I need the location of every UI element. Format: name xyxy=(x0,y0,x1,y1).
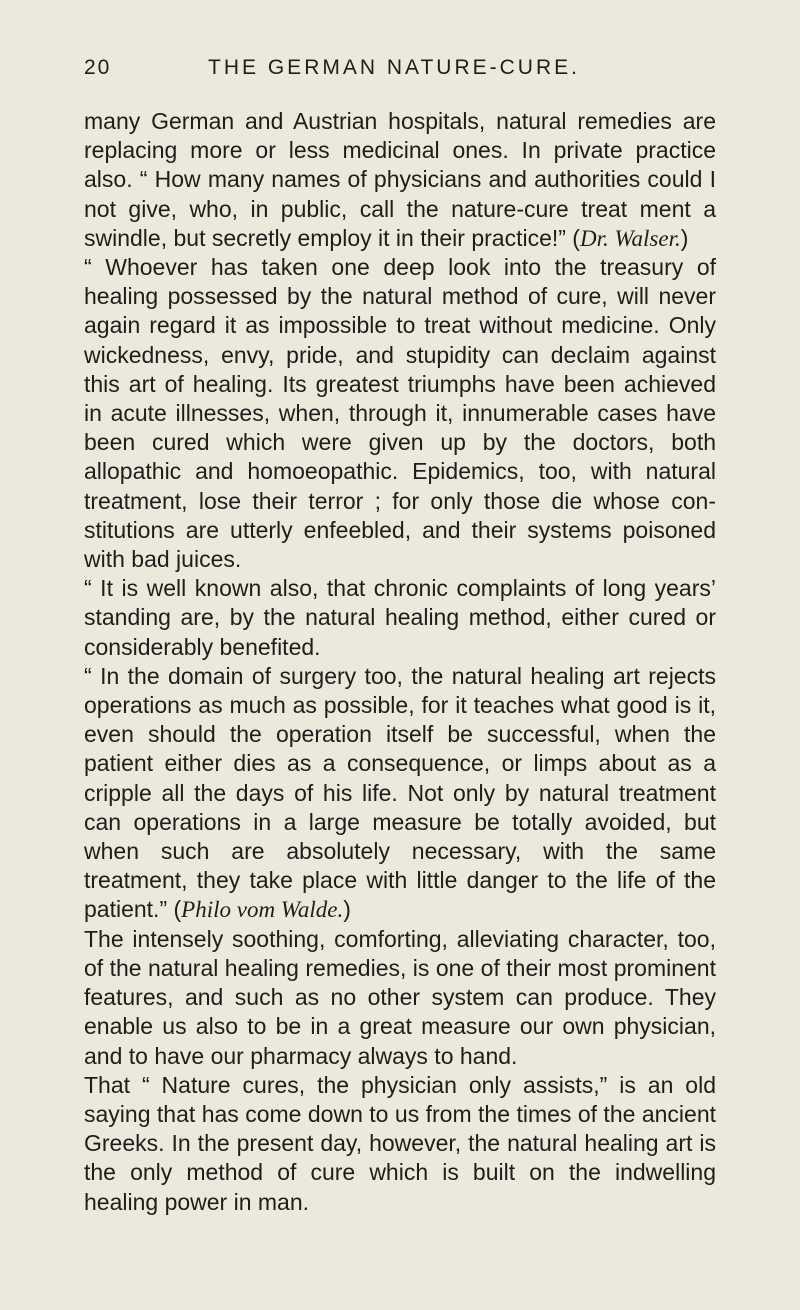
paragraph-close: ) xyxy=(343,896,351,923)
citation: Dr. Walser. xyxy=(579,225,681,251)
paragraph-text: That “ Nature cures, the physician only assists,” is an old saying that has come down to us from the times of the ancient Greeks. In the present day, however, the natural healing art is the only method of cure which is built on the indwelling healing power in man. xyxy=(84,1071,716,1215)
paragraph xyxy=(84,1071,716,1217)
paragraph-text: The intensely soothing, comforting, alleviating character, too, of the natural healing remedies, is one of their most prominent features, and such as no other system can produce. They enable us also to be in a great measure our own physician, and to have our pharmacy always to hand. xyxy=(84,925,716,1069)
paragraph xyxy=(84,107,716,253)
paragraph-text: “ It is well known also, that chronic complaints of long years’ standing are, by the natural healing method, either cured or considerably benefited. xyxy=(84,575,716,660)
page-number: 20 xyxy=(84,56,112,79)
paragraph xyxy=(84,662,716,925)
running-title: THE GERMAN NATURE-CURE. xyxy=(208,56,580,79)
paragraph-text: many German and Austrian hospitals, natural remedies are replacing more or less medicinal ones. In private practice also. “ How many names of physicians and authorities could I not give, who, in public, call the nature-cure treat ment a swindle, but secretly employ it in their practice!” ( xyxy=(84,108,716,251)
paragraph-text: “ In the domain of surgery too, the natural healing art rejects operations as much as possible, for it teaches what good is it, even should the operation itself be successful, when the patient either dies as a consequence, or limps about as a cripple all the days of his life. Not only by natural treatment can operations in a large measure be totally avoided, but when such are absolutely necessary, with the same treatment, they take place with little danger to the life of the patient.” ( xyxy=(84,662,716,923)
citation: Philo vom Walde. xyxy=(181,897,344,923)
running-head xyxy=(84,56,704,86)
paragraph-close: ) xyxy=(680,224,689,251)
paragraph-text: “ Whoever has taken one deep look into the treasury of healing possessed by the natural method of cure, will never again regard it as impossible to treat without medicine. Only wickedness, envy, pride, and stupidity can declaim against this art of healing. Its greatest triumphs have been achieved in acute illnesses, when, through it, innumerable cases have been cured which were given up by the doctors, both allopathic and homoeopathic. Epidemics, too, with natural treatment, lose their terror ; for only those die whose con-stitutions are utterly enfeebled, and their systems poisoned with bad juices. xyxy=(84,254,716,573)
paragraph xyxy=(84,925,716,1071)
paragraph xyxy=(84,253,716,574)
body-text xyxy=(84,107,716,1217)
paragraph xyxy=(84,574,716,662)
